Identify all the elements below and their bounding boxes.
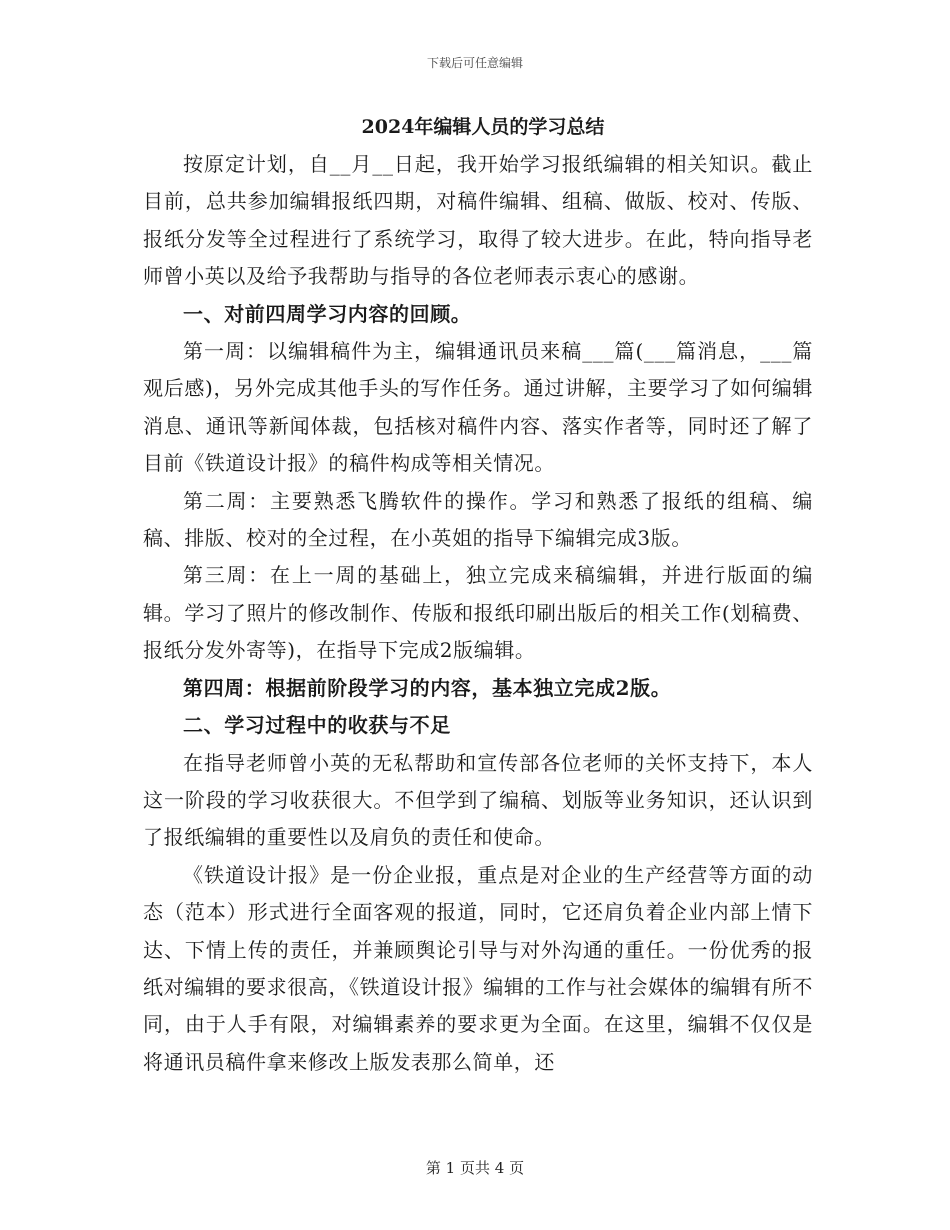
- paragraph-gains: 在指导老师曾小英的无私帮助和宣传部各位老师的关怀支持下，本人这一阶段的学习收获很大。不但学到了编稿、划版等业务知识，还认识到了报纸编辑的重要性以及肩负的责任和使命。: [143, 750, 813, 850]
- section-heading-review: 一、对前四周学习内容的回顾。: [183, 301, 472, 326]
- paragraph-newspaper: 《铁道设计报》是一份企业报，重点是对企业的生产经营等方面的动态（范本）形式进行全面客观的报道，同时，它还肩负着企业内部上情下达、下情上传的责任，并兼顾舆论引导与对外沟通的重任。一份优秀的报纸对编辑的要求很高，《铁道设计报》编辑的工作与社会媒体的编辑有所不同，由于人手有限，对编辑素养的要求更为全面。在这里，编辑不仅仅是将通讯员稿件拿来修改上版发表那么简单，还: [143, 862, 813, 1074]
- section-heading-gains: 二、学习过程中的收获与不足: [183, 713, 451, 738]
- document-title: 2024年编辑人员的学习总结: [361, 116, 605, 138]
- paragraph-week-3: 第三周：在上一周的基础上，独立完成来稿编辑，并进行版面的编辑。学习了照片的修改制作、传版和报纸印刷出版后的相关工作(划稿费、报纸分发外寄等)，在指导下完成2版编辑。: [143, 563, 813, 663]
- paragraph-week-2: 第二周：主要熟悉飞腾软件的操作。学习和熟悉了报纸的组稿、编稿、排版、校对的全过程，在小英姐的指导下编辑完成3版。: [143, 488, 813, 551]
- paragraph-week-1: 第一周：以编辑稿件为主，编辑通讯员来稿___篇(___篇消息，___篇观后感)，另外完成其他手头的写作任务。通过讲解，主要学习了如何编辑消息、通讯等新闻体裁，包括核对稿件内容、落实作者等，同时还了解了目前《铁道设计报》的稿件构成等相关情况。: [143, 339, 813, 476]
- page-footer: 第 1 页共 4 页: [425, 1159, 525, 1177]
- document-body: [143, 112, 813, 1081]
- paragraph-intro: 按原定计划，自__月__日起，我开始学习报纸编辑的相关知识。截止目前，总共参加编辑报纸四期，对稿件编辑、组稿、做版、校对、传版、报纸分发等全过程进行了系统学习，取得了较大进步。在此，特向指导老师曾小英以及给予我帮助与指导的各位老师表示衷心的感谢。: [143, 152, 813, 289]
- paragraph-week-4: 第四周：根据前阶段学习的内容，基本独立完成2版。: [183, 675, 672, 700]
- page-header: 下载后可任意编辑: [426, 56, 523, 70]
